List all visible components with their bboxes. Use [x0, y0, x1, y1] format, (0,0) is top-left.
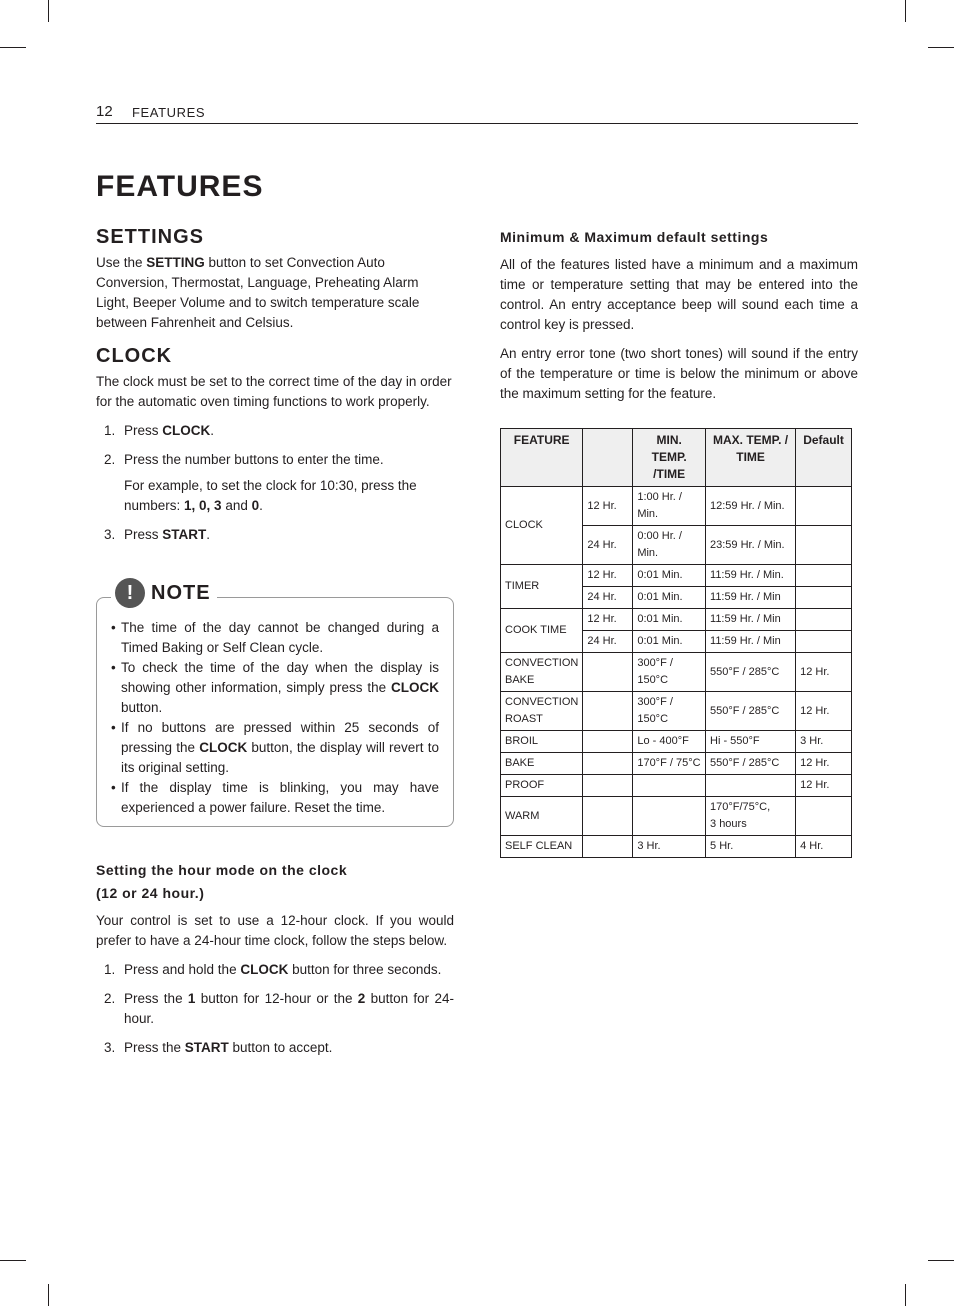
table-cell: BAKE — [501, 753, 583, 775]
table-cell: 23:59 Hr. / Min. — [706, 526, 796, 565]
table-cell: 12 Hr. — [583, 565, 633, 587]
table-header-row — [501, 429, 852, 487]
column-header: Default — [796, 429, 852, 487]
running-title: FEATURES — [132, 105, 206, 120]
defaults-paragraph-2: An entry error tone (two short tones) will sound if the entry of the temperature or time is below the minimum or above the maximum setting for the feature. — [500, 346, 858, 401]
table-cell: 12:59 Hr. / Min. — [706, 487, 796, 526]
table-cell: BROIL — [501, 731, 583, 753]
table-cell: 11:59 Hr. / Min — [706, 609, 796, 631]
crop-mark — [928, 1260, 954, 1261]
table-cell: 24 Hr. — [583, 631, 633, 653]
column-header: FEATURE — [501, 429, 583, 487]
table-row — [501, 692, 852, 731]
table-cell — [796, 487, 852, 526]
left-column — [96, 226, 454, 1067]
crop-mark — [928, 47, 954, 48]
table-cell: 3 Hr. — [633, 836, 706, 858]
column-header: MAX. TEMP. / TIME — [706, 429, 796, 487]
list-item: 2. Press the number buttons to enter the time. For example, to set the clock for 10:30, press the numbers: 1, 0, 3 and 0. — [96, 450, 454, 516]
table-cell: 11:59 Hr. / Min — [706, 587, 796, 609]
table-cell: 550°F / 285°C — [706, 692, 796, 731]
table-cell: 0:00 Hr. / Min. — [633, 526, 706, 565]
table-cell: 12 Hr. — [583, 487, 633, 526]
settings-body: Use the SETTING button to set Convection Auto Conversion, Thermostat, Language, Preheating Alarm Light, Beeper Volume and to switch temperature scale between Fahrenheit and Celsius. — [96, 255, 420, 330]
table-cell: TIMER — [501, 565, 583, 609]
table-cell: Hi - 550°F — [706, 731, 796, 753]
list-item: • If no buttons are pressed within 25 seconds of pressing the CLOCK button, the display will revert to its original setting. — [111, 718, 439, 778]
table-cell: 550°F / 285°C — [706, 653, 796, 692]
table-row — [501, 731, 852, 753]
table-cell: WARM — [501, 797, 583, 836]
table-cell: 1:00 Hr. / Min. — [633, 487, 706, 526]
column-header — [583, 429, 633, 487]
note-list — [111, 618, 439, 818]
list-item: 1. Press CLOCK. — [104, 423, 215, 438]
list-item: 2. Press the 1 button for 12-hour or the 2 button for 24-hour. — [104, 991, 454, 1026]
table-row — [501, 753, 852, 775]
list-item: 1. Press and hold the CLOCK button for three seconds. — [104, 962, 442, 977]
hour-mode-steps — [96, 960, 454, 1058]
crop-mark — [48, 1284, 49, 1306]
defaults-table — [500, 428, 852, 858]
crop-mark — [48, 0, 49, 22]
table-cell — [583, 653, 633, 692]
table-cell: 24 Hr. — [583, 587, 633, 609]
hour-mode-heading: Setting the hour mode on the clock (12 or 24 hour.) — [96, 862, 348, 901]
defaults-paragraph-1: All of the features listed have a minimum and a maximum time or temperature setting that may be entered into the control. An entry acceptance beep will sound each time a control key is pressed. — [500, 257, 858, 332]
table-cell — [796, 797, 852, 836]
table-row — [501, 653, 852, 692]
crop-mark — [0, 1260, 26, 1261]
table-cell — [583, 731, 633, 753]
note-box — [96, 581, 454, 827]
table-cell: PROOF — [501, 775, 583, 797]
table-cell: 0:01 Min. — [633, 631, 706, 653]
clock-intro: The clock must be set to the correct time of the day in order for the automatic oven timing functions to work properly. — [96, 374, 452, 409]
hour-mode-intro: Your control is set to use a 12-hour clock. If you would prefer to have a 24-hour time clock, follow the steps below. — [96, 913, 454, 948]
table-cell — [796, 526, 852, 565]
table-cell — [706, 775, 796, 797]
column-header: MIN. TEMP. /TIME — [633, 429, 706, 487]
table-cell: CONVECTION ROAST — [501, 692, 583, 731]
list-item: • The time of the day cannot be changed during a Timed Baking or Self Clean cycle. — [111, 618, 439, 658]
list-item: • To check the time of the day when the display is showing other information, simply press the CLOCK button. — [111, 658, 439, 718]
page-number: 12 — [96, 103, 113, 120]
table-cell: 11:59 Hr. / Min. — [706, 565, 796, 587]
table-cell: 550°F / 285°C — [706, 753, 796, 775]
table-cell: 12 Hr. — [583, 609, 633, 631]
table-cell: CONVECTION BAKE — [501, 653, 583, 692]
crop-mark — [0, 47, 26, 48]
list-item: • If the display time is blinking, you may have experienced a power failure. Reset the time. — [111, 778, 439, 818]
table-cell — [583, 775, 633, 797]
page-header — [96, 103, 858, 124]
table-cell — [796, 565, 852, 587]
note-header — [111, 578, 217, 608]
table-cell — [796, 587, 852, 609]
table-cell — [796, 631, 852, 653]
settings-heading: SETTINGS — [96, 226, 205, 248]
crop-mark — [905, 1284, 906, 1306]
settings-section — [96, 226, 454, 333]
table-cell — [583, 836, 633, 858]
table-cell — [633, 775, 706, 797]
table-row — [501, 775, 852, 797]
table-cell: SELF CLEAN — [501, 836, 583, 858]
table-cell — [583, 753, 633, 775]
table-cell: 170°F / 75°C — [633, 753, 706, 775]
list-item: 3. Press the START button to accept. — [104, 1040, 333, 1055]
table-row — [501, 797, 852, 836]
table-cell — [583, 692, 633, 731]
table-cell: 0:01 Min. — [633, 587, 706, 609]
table-cell — [583, 797, 633, 836]
crop-mark — [905, 0, 906, 22]
table-cell: 300°F / 150°C — [633, 692, 706, 731]
table-row — [501, 565, 852, 587]
table-cell: 11:59 Hr. / Min — [706, 631, 796, 653]
table-cell: 300°F / 150°C — [633, 653, 706, 692]
note-label: NOTE — [151, 581, 211, 604]
table-cell: 12 Hr. — [796, 775, 852, 797]
table-cell — [796, 609, 852, 631]
table-cell: 12 Hr. — [796, 653, 852, 692]
table-cell — [633, 797, 706, 836]
hour-mode-section — [96, 859, 454, 1058]
page-title: FEATURES — [96, 170, 264, 203]
table-cell: 0:01 Min. — [633, 565, 706, 587]
table-row — [501, 487, 852, 526]
clock-heading: CLOCK — [96, 345, 173, 367]
table-row — [501, 836, 852, 858]
list-item: 3. Press START. — [104, 527, 211, 542]
clock-steps — [96, 421, 454, 545]
table-cell: 12 Hr. — [796, 753, 852, 775]
table-cell: 24 Hr. — [583, 526, 633, 565]
table-cell: 0:01 Min. — [633, 609, 706, 631]
table-cell: COOK TIME — [501, 609, 583, 653]
clock-example: For example, to set the clock for 10:30, press the numbers: 1, 0, 3 and 0. — [124, 478, 417, 513]
clock-section — [96, 345, 454, 545]
table-row — [501, 609, 852, 631]
table-cell: Lo - 400°F — [633, 731, 706, 753]
table-cell: 3 Hr. — [796, 731, 852, 753]
table-cell: 4 Hr. — [796, 836, 852, 858]
right-column — [500, 226, 858, 858]
table-cell: 170°F/75°C, 3 hours — [706, 797, 796, 836]
table-cell: CLOCK — [501, 487, 583, 565]
exclamation-icon: ! — [115, 578, 145, 608]
defaults-heading: Minimum & Maximum default settings — [500, 229, 769, 245]
table-cell: 12 Hr. — [796, 692, 852, 731]
table-cell: 5 Hr. — [706, 836, 796, 858]
